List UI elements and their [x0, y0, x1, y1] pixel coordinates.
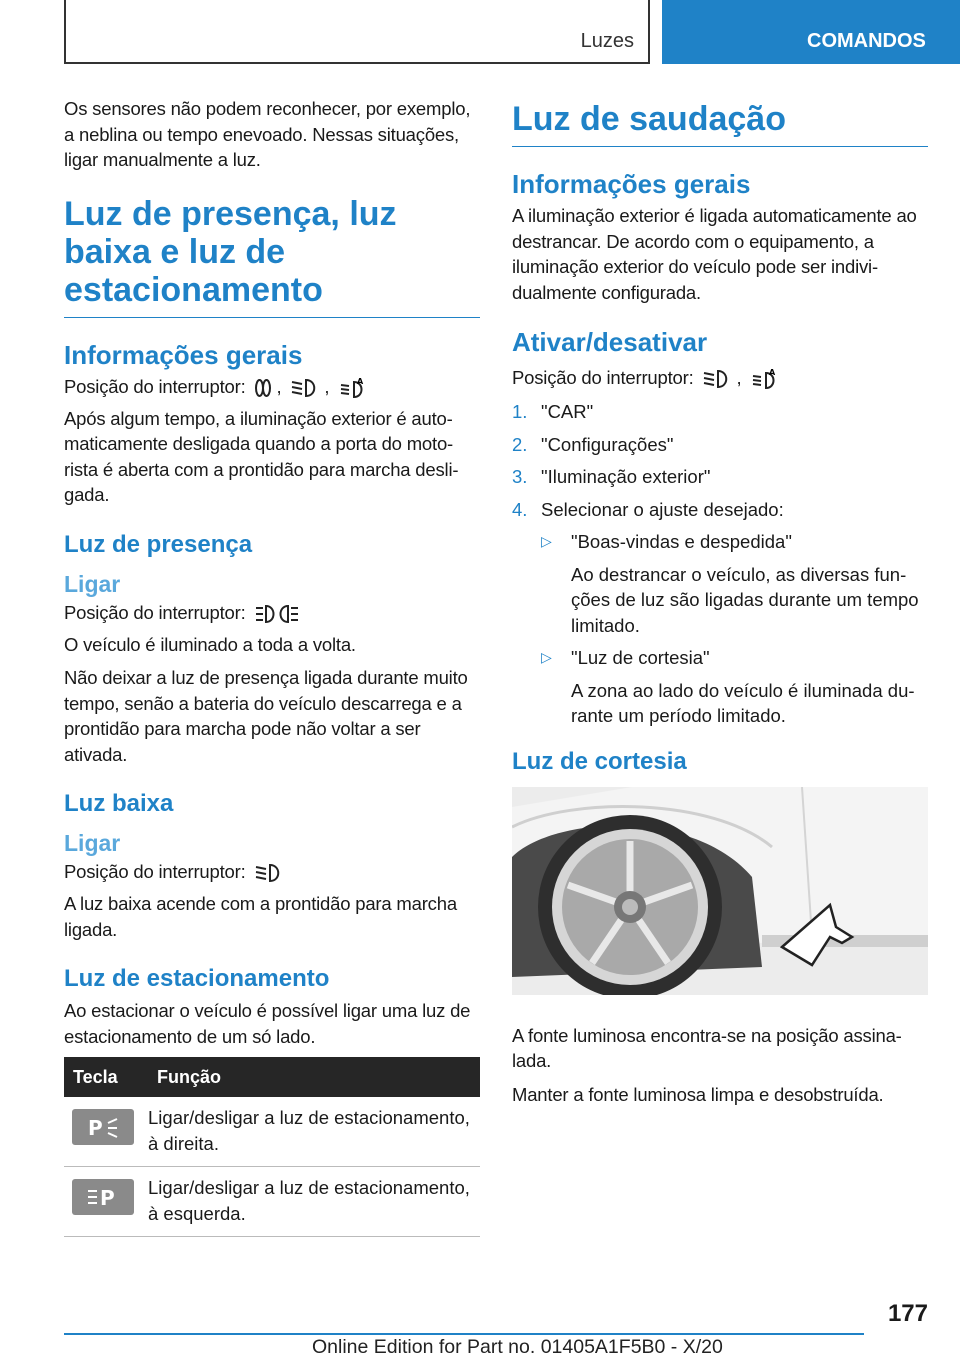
- low-beam-text: A luz baixa acende com a prontidão para marcha ligada.: [64, 893, 457, 940]
- svg-text:P: P: [100, 1186, 115, 1210]
- courtesy-text-1: A fonte luminosa encontra-se na posição assinalada.: [512, 1024, 902, 1072]
- section-heading-welcome-light: Luz de saudação: [512, 100, 928, 147]
- activation-steps-list: [512, 399, 928, 729]
- header-chapter-tab[interactable]: [662, 0, 960, 64]
- step-text: Selecionar o ajuste desejado:: [541, 498, 784, 520]
- step-text: "Configurações": [541, 433, 674, 455]
- svg-text:P: P: [88, 1116, 103, 1140]
- list-item: [512, 399, 928, 425]
- table-row: [64, 1167, 480, 1237]
- function-cell: Ligar/desligar a luz de estacionamento, à esquerda.: [148, 1167, 480, 1237]
- courtesy-light-photo: [512, 787, 928, 995]
- key-cell: [64, 1097, 148, 1167]
- separator: ,: [276, 375, 282, 397]
- heading-general-info: Informações gerais: [512, 169, 751, 199]
- header-chapter-title: COMANDOS: [807, 30, 926, 52]
- table-header-key: Tecla: [64, 1057, 148, 1097]
- separator: ,: [324, 375, 330, 397]
- intro-paragraph: Os sensores não podem reconhecer, por exemplo, a neblina ou tempo enevoado. Nessas situações, ligar manualmente a luz.: [64, 98, 471, 170]
- general-info-text: A iluminação exterior é ligada automaticamente ao destrancar. De acordo com o equipamento, a iluminação exterior do veículo pode ser individualmente configurada.: [512, 205, 917, 303]
- list-item: [541, 529, 928, 638]
- low-beam-switch-icon: [290, 376, 320, 400]
- triangle-bullet-icon: ▷: [541, 533, 552, 550]
- presence-text-1: O veículo é iluminado a toda a volta.: [64, 633, 356, 655]
- option-text: A zona ao lado do veículo é iluminada durante um período limitado.: [571, 679, 915, 727]
- right-column: [512, 100, 928, 1115]
- list-item: [512, 497, 928, 729]
- switch-position-line: [64, 859, 480, 885]
- step-text: "Iluminação exterior": [541, 466, 711, 488]
- option-title: "Luz de cortesia": [571, 647, 710, 669]
- heading-courtesy-light: Luz de cortesia: [512, 747, 687, 775]
- heading-presence-light: Luz de presença: [64, 530, 253, 558]
- footer-divider: [64, 1333, 864, 1335]
- key-cell: [64, 1167, 148, 1237]
- list-item: [541, 645, 928, 729]
- step-number: 2.: [512, 433, 528, 455]
- general-info-text: Após algum tempo, a iluminação exterior é automaticamente desligada quando a porta do motorista é aberta com a prontidão para marcha desligada.: [64, 407, 459, 506]
- left-column: [64, 96, 480, 1237]
- presence-light-switch-icon: [254, 602, 300, 626]
- heading-general-info: Informações gerais: [64, 339, 303, 370]
- table-header-function: Função: [148, 1057, 480, 1097]
- function-cell: Ligar/desligar a luz de estacionamento, à direita.: [148, 1097, 480, 1167]
- footer-edition-text: Online Edition for Part no. 01405A1F5B0 - X/20: [312, 1336, 723, 1358]
- parking-light-switch-icon: [254, 376, 272, 400]
- svg-text:A: A: [769, 368, 776, 378]
- step-number: 4.: [512, 498, 528, 520]
- svg-text:A: A: [357, 376, 364, 386]
- switch-position-line: [64, 374, 480, 400]
- subheading-turn-on: Ligar: [64, 570, 121, 597]
- list-item: [512, 432, 928, 458]
- switch-position-label: Posição do interruptor:: [64, 861, 246, 883]
- switch-position-label: Posição do interruptor:: [64, 375, 246, 397]
- auto-light-switch-icon: [338, 376, 368, 400]
- parking-right-icon: [86, 1115, 120, 1139]
- switch-position-label: Posição do interruptor:: [512, 367, 694, 388]
- heading-low-beam: Luz baixa: [64, 790, 174, 818]
- auto-light-switch-icon: [750, 367, 780, 391]
- heading-activate-deactivate: Ativar/desativar: [512, 327, 708, 357]
- option-title: "Boas-vindas e despedida": [571, 531, 792, 553]
- parking-light-right-button[interactable]: [72, 1109, 134, 1145]
- presence-text-2: Não deixar a luz de presença ligada durante muito tempo, senão a bateria do veículo descarrega e a prontidão para marcha pode não voltar a ser ativada.: [64, 667, 468, 765]
- header-section-title: Luzes: [580, 30, 634, 52]
- table-row: [64, 1097, 480, 1167]
- separator: ,: [736, 367, 742, 388]
- switch-position-label: Posição do interruptor:: [64, 601, 246, 623]
- option-text: Ao destrancar o veículo, as diversas funções de luz são ligadas durante um tempo limitado.: [571, 563, 919, 636]
- page-number: 177: [887, 1300, 928, 1327]
- section-heading-lights: Luz de presença, luz baixa e luz de estacionamento: [64, 195, 480, 318]
- parking-light-left-button[interactable]: [72, 1179, 134, 1215]
- step-number: 3.: [512, 466, 528, 488]
- courtesy-text-2: Manter a fonte luminosa limpa e desobstruída.: [512, 1083, 884, 1105]
- switch-position-line: [512, 365, 928, 391]
- low-beam-switch-icon: [254, 861, 284, 885]
- step-number: 1.: [512, 401, 528, 423]
- table-header-row: [64, 1057, 480, 1097]
- low-beam-switch-icon: [702, 367, 732, 391]
- switch-position-line: [64, 600, 480, 626]
- parking-left-icon: [86, 1185, 120, 1209]
- parking-light-text: Ao estacionar o veículo é possível ligar uma luz de estacionamento de um só lado.: [64, 1000, 471, 1047]
- triangle-bullet-icon: ▷: [541, 649, 552, 666]
- parking-light-key-table: [64, 1057, 480, 1237]
- subheading-turn-on: Ligar: [64, 830, 121, 857]
- option-sublist: [541, 529, 928, 729]
- list-item: [512, 464, 928, 490]
- header-section-box: [64, 0, 650, 64]
- step-text: "CAR": [541, 401, 594, 423]
- heading-parking-light: Luz de estacionamento: [64, 965, 330, 993]
